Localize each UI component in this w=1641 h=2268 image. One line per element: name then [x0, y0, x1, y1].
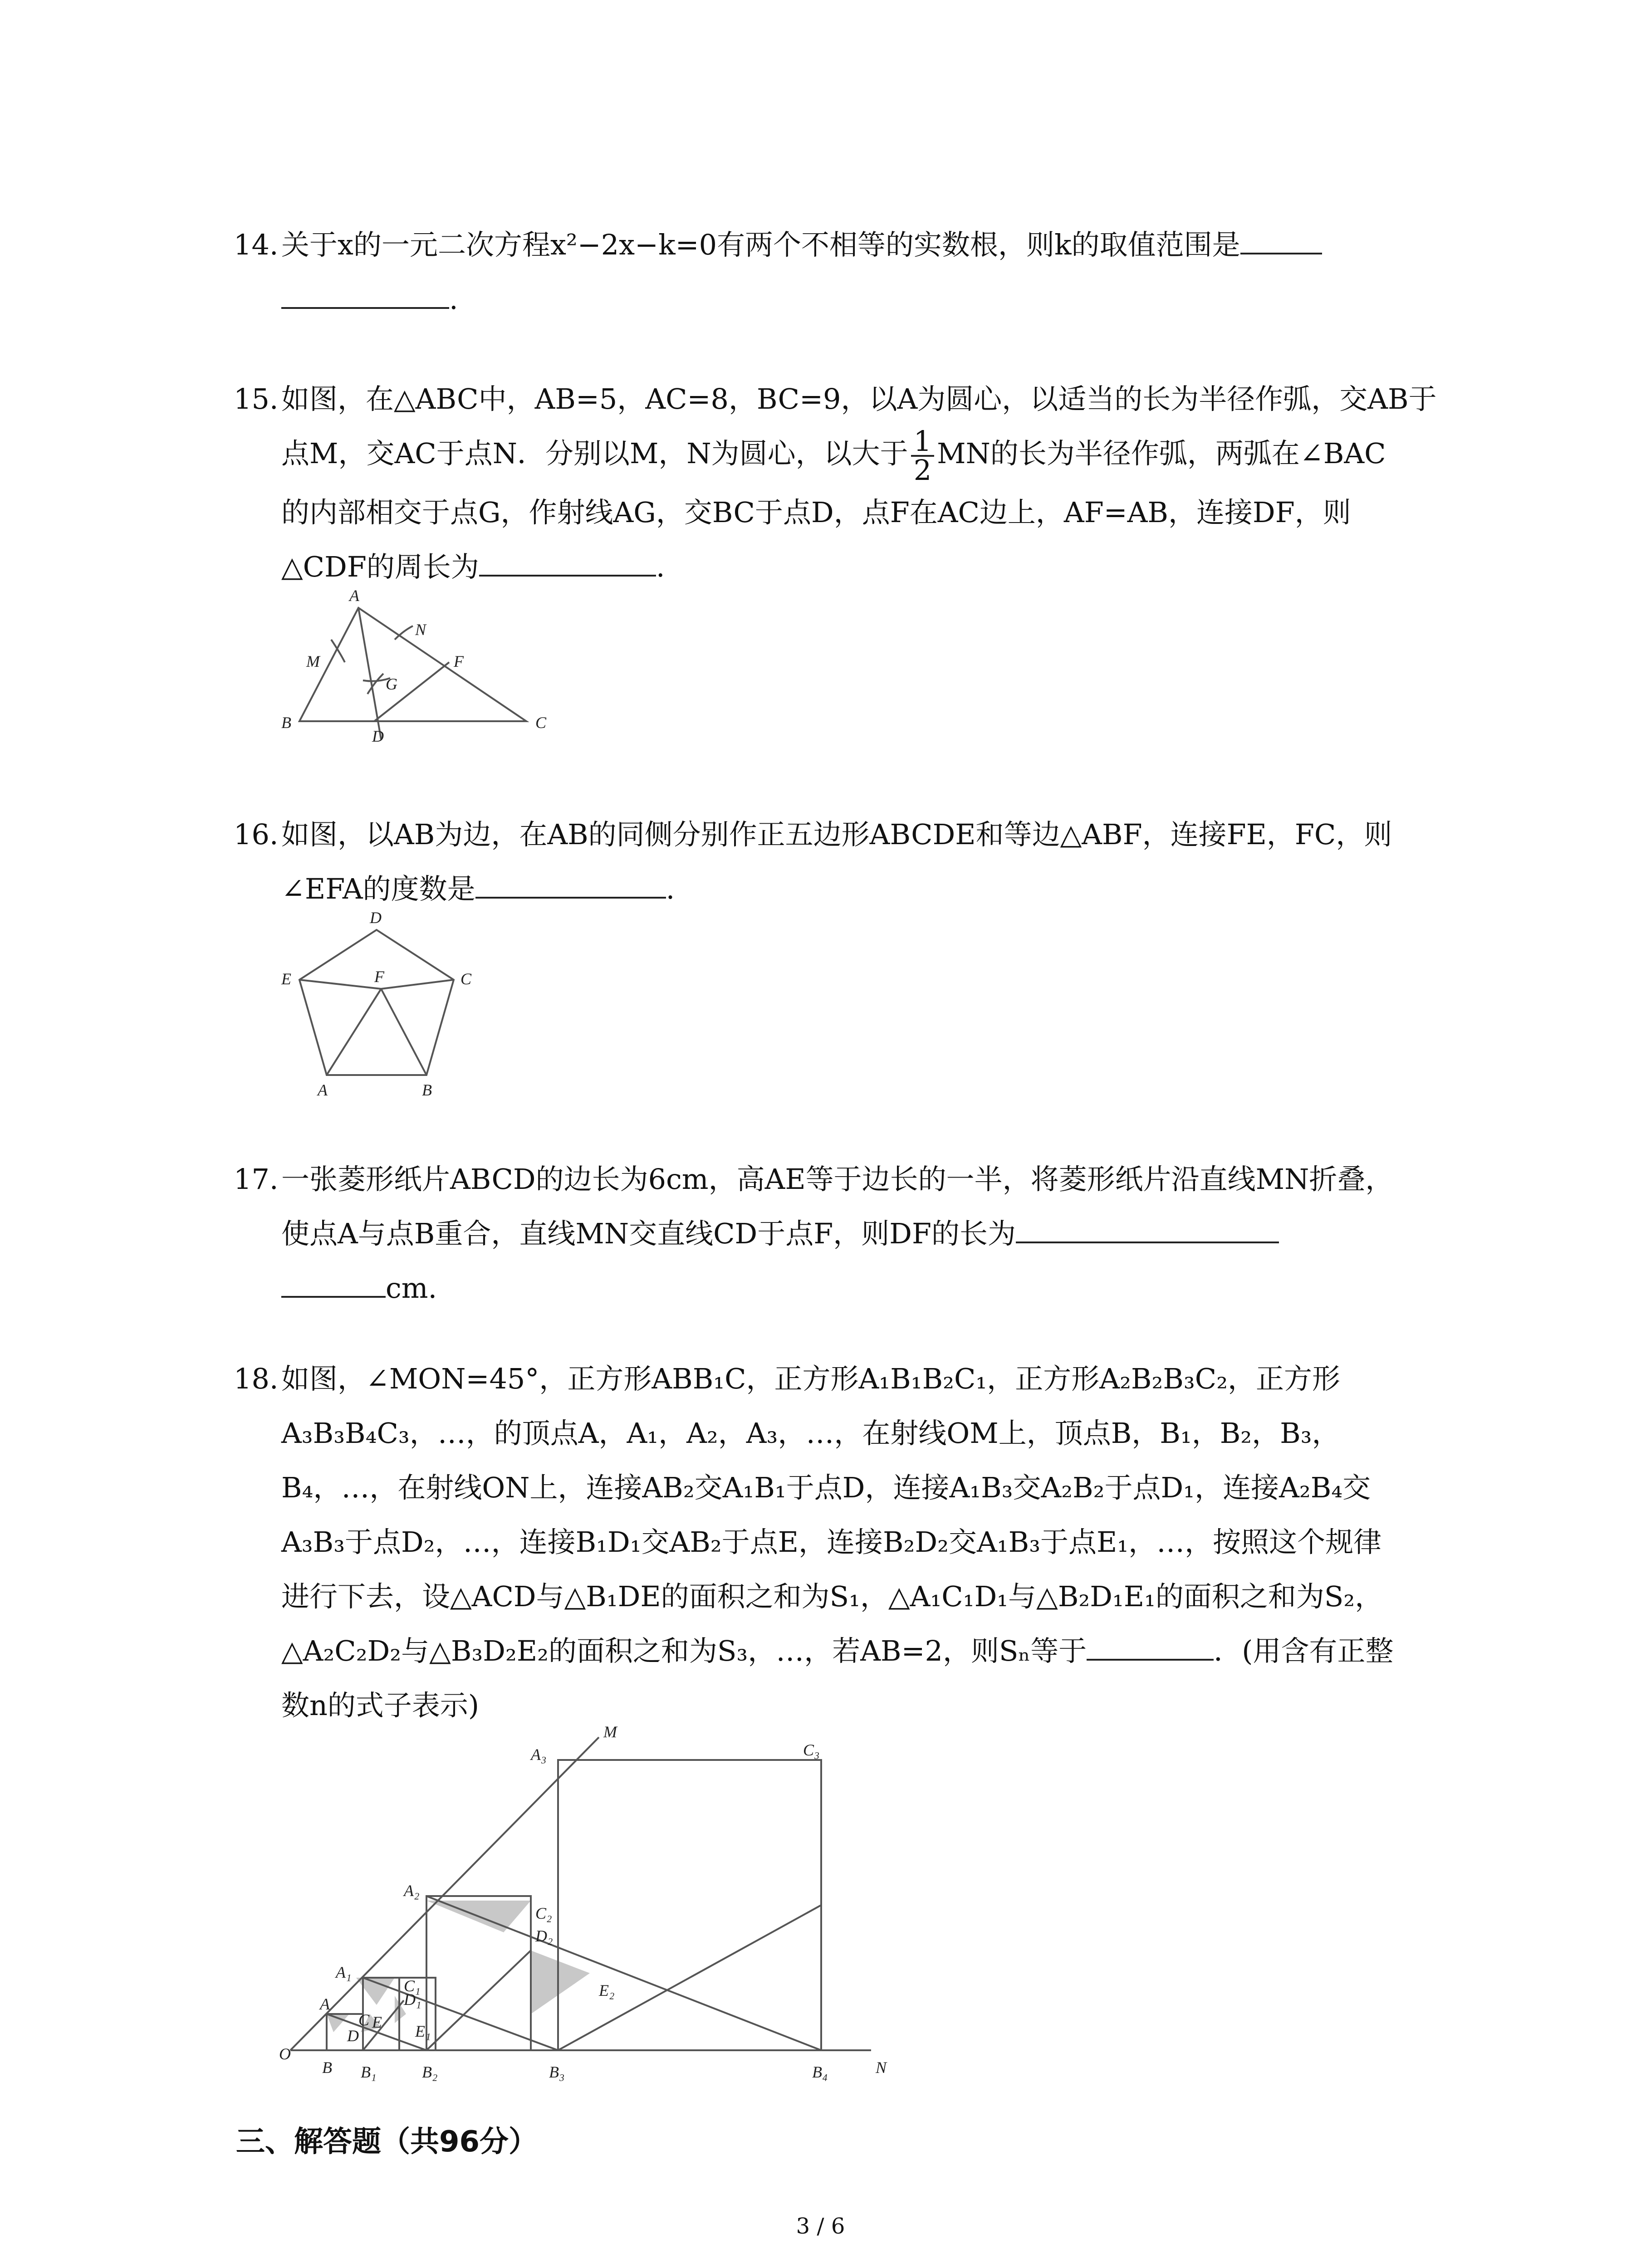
figure-label: N	[876, 2058, 887, 2077]
question-text: 一张菱形纸片ABCD的边长为6cm，高AE等于边长的一半，将菱形纸片沿直线MN折叠，	[281, 1163, 1394, 1196]
answer-blank[interactable]	[281, 1269, 386, 1298]
figure-label: E	[281, 970, 291, 988]
question-text: .	[666, 872, 675, 905]
question-number: 17.	[234, 1163, 279, 1196]
figure-label: E	[372, 2013, 382, 2031]
figure-label: E₂	[599, 1981, 615, 1999]
question-text: 数n的式子表示)	[281, 1689, 480, 1722]
figure-label: A₃	[531, 1745, 547, 1764]
section-title: 三、解答题（共96分）	[236, 2125, 538, 2159]
figure-label: D	[370, 909, 382, 927]
figure-label: F	[454, 652, 464, 670]
figure-label: B₃	[549, 2063, 565, 2081]
figure-label: N	[415, 621, 426, 639]
question-text: A₃B₃于点D₂，…，连接B₁D₁交AB₂于点E，连接B₂D₂交A₁B₃于点E₁，…，按照这个规律	[281, 1525, 1382, 1559]
fraction-numerator: 1	[911, 428, 934, 457]
figure-label: B₁	[361, 2063, 377, 2081]
figure-label: C	[460, 970, 472, 988]
answer-blank[interactable]	[475, 870, 666, 899]
question-text: 如图，∠MON=45°，正方形ABB₁C，正方形A₁B₁B₂C₁，正方形A₂B₂B₃C₂，正方形	[281, 1362, 1341, 1395]
figure-label: B	[281, 714, 291, 732]
figure-label: C₁	[404, 1977, 421, 1995]
figure-label: B	[422, 1081, 432, 1099]
question-text-line	[281, 1261, 437, 1315]
question-text: B₄，…，在射线ON上，连接AB₂交A₁B₁于点D，连接A₁B₃交A₂B₂于点D₁，连接A₂B₄交	[281, 1471, 1371, 1504]
question-text: 点M，交AC于点N．分别以M，N为圆心，以大于	[281, 437, 908, 470]
figure-label: A₂	[404, 1882, 420, 1900]
question-text-line	[281, 1624, 1394, 1678]
question-text: ∠EFA的度数是	[281, 872, 475, 905]
question-number: 16.	[234, 818, 279, 851]
fraction-denominator: 2	[913, 453, 932, 487]
figure-label: D	[347, 2027, 359, 2045]
question-text-line	[281, 1207, 1279, 1261]
question-text: △A₂C₂D₂与△B₃D₂E₂的面积之和为S₃，…，若AB=2，则Sₙ等于	[281, 1634, 1087, 1667]
figure-label: C	[535, 714, 547, 732]
question-text-line	[281, 807, 1392, 862]
answer-blank[interactable]	[1087, 1632, 1214, 1661]
question-text-line	[281, 218, 1322, 272]
question-text: A₃B₃B₄C₃，…，的顶点A，A₁，A₂，A₃，…，在射线OM上，顶点B，B₁，B₂，B₃，	[281, 1417, 1340, 1450]
question-text-line	[281, 272, 458, 327]
question-text: △CDF的周长为	[281, 550, 479, 583]
question-text: 的内部相交于点G，作射线AG，交BC于点D，点F在AC边上，AF=AB，连接DF，则	[281, 496, 1351, 529]
question-text-line	[281, 1569, 1383, 1624]
question-text: .	[656, 550, 665, 583]
figure-label: C₂	[535, 1904, 552, 1922]
figure-label: A	[318, 1081, 328, 1099]
question-text-line	[281, 485, 1351, 540]
question-text: ．(用含有正整	[1214, 1634, 1394, 1667]
question-text: 关于x的一元二次方程x²−2x−k=0有两个不相等的实数根，则k的取值范围是	[281, 228, 1240, 261]
question-text-line	[281, 1515, 1381, 1569]
answer-blank[interactable]	[1240, 225, 1322, 254]
figure-label: O	[279, 2045, 291, 2063]
figure-label: D₂	[535, 1927, 553, 1945]
figure-label: G	[386, 675, 397, 693]
question-text-line	[281, 1461, 1371, 1515]
question-text-line	[281, 1352, 1340, 1406]
question-text-line	[281, 1406, 1340, 1461]
figure-label: A	[320, 1995, 330, 2013]
answer-blank[interactable]	[281, 280, 449, 309]
answer-blank[interactable]	[1016, 1214, 1279, 1243]
figure-label: C₃	[803, 1741, 820, 1759]
question-text: 如图，在△ABC中，AB=5，AC=8，BC=9，以A为圆心，以适当的长为半径作弧，交AB于	[281, 382, 1437, 415]
question-text-line	[281, 1152, 1393, 1207]
page-number: 3 / 6	[796, 2214, 845, 2239]
question-text: 进行下去，设△ACD与△B₁DE的面积之和为S₁，△A₁C₁D₁与△B₂D₁E₁的面积之和为S₂，	[281, 1580, 1383, 1613]
question-text: 使点A与点B重合，直线MN交直线CD于点F，则DF的长为	[281, 1217, 1016, 1250]
figure-squares	[272, 1715, 907, 2100]
figure-label: E₁	[415, 2022, 431, 2040]
question-number: 15.	[234, 382, 279, 415]
figure-label: F	[374, 968, 384, 986]
figure-label: B₂	[422, 2063, 438, 2081]
answer-blank[interactable]	[479, 547, 656, 577]
question-number: 14.	[234, 228, 279, 261]
question-text: MN的长为半径作弧，两弧在∠BAC	[937, 437, 1386, 470]
figure-label: D₁	[404, 1990, 421, 2009]
question-text-line	[281, 424, 1386, 487]
figure-label: C	[358, 2011, 370, 2029]
question-text: 如图，以AB为边，在AB的同侧分别作正五边形ABCDE和等边△ABF，连接FE，FC，则	[281, 818, 1392, 851]
question-text: cm.	[386, 1271, 437, 1305]
question-text-line	[281, 372, 1437, 426]
question-number: 18.	[234, 1362, 279, 1395]
figure-triangle-abc	[272, 585, 590, 758]
figure-label: M	[306, 652, 320, 670]
figure-label: M	[603, 1723, 617, 1741]
figure-label: D	[372, 727, 384, 745]
figure-label: A₁	[336, 1963, 352, 1981]
figure-label: B	[322, 2058, 332, 2077]
fraction	[911, 424, 934, 487]
figure-label: B₄	[812, 2063, 828, 2081]
question-text: .	[449, 283, 458, 316]
figure-pentagon	[272, 907, 499, 1102]
figure-label: A	[349, 587, 359, 605]
